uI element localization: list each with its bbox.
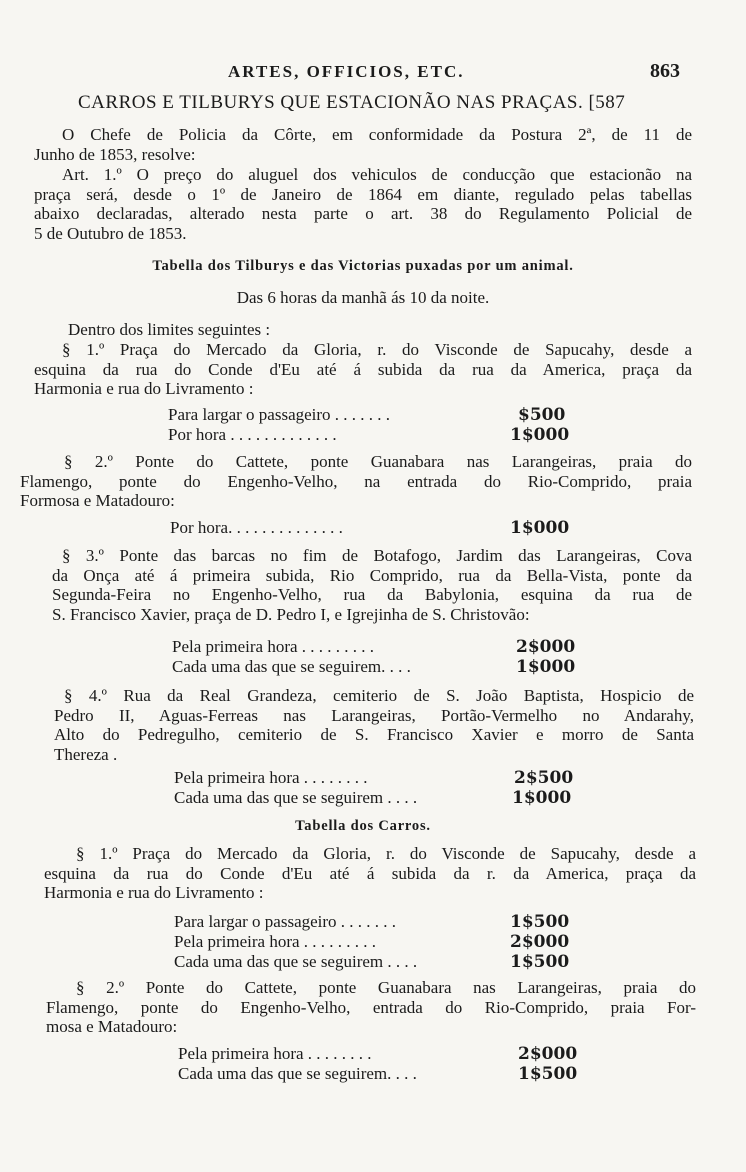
tilburys-s1-line-1: § 1.º Praça do Mercado da Gloria, r. do Visconde de Sapucahy, desde a [62,340,692,359]
tilburys-s3-line-1: § 3.º Ponte das barcas no fim de Botafogo, Jardim das Larangeiras, Cova [62,546,692,565]
price-label: Por hora. . . . . . . . . . . . . . [170,518,343,537]
carros-s1-line-3: Harmonia e rua do Livramento : [44,883,264,903]
tilburys-s2-line-2: Flamengo, ponte do Engenho-Velho, na entrada do Rio-Comprido, praia [20,471,692,491]
price-value: 2$500 [514,768,574,788]
carros-s2-line-2: Flamengo, ponte do Engenho-Velho, entrada do Rio-Comprido, praia For- [46,997,696,1017]
price-label: Cada uma das que se seguirem. . . . [172,657,411,676]
article-line-3: abaixo declaradas, alterado nesta parte o art. 38 do Regulamento Policial de [34,204,692,224]
price-label: Cada uma das que se seguirem . . . . [174,952,418,971]
price-value: 1$000 [510,518,570,538]
tilburys-s2-text [20,452,692,511]
price-label: Por hora . . . . . . . . . . . . . [168,425,337,444]
intro-paragraph [34,125,692,164]
price-label: Para largar o passageiro . . . . . . . [174,912,397,931]
article-line-1: Art. 1.º O preço do aluguel dos vehiculos de conducção que estacionão na [62,165,692,184]
tilburys-hours: Das 6 horas da manhã ás 10 da noite. [236,288,490,307]
carros-s1-text [44,844,696,903]
article-line-4: 5 de Outubro de 1853. [34,223,187,243]
tilburys-s3-line-4: S. Francisco Xavier, praça de D. Pedro I, e Igrejinha de S. Christovão: [52,604,530,624]
page-number: 863 [650,60,680,82]
tilburys-s4-line-4: Thereza . [54,744,118,764]
tilburys-s3-line-2: da Onça até á primeira subida, Rio Comprido, rua da Bella-Vista, ponte da [52,565,692,585]
carros-s2-line-1: § 2.º Ponte do Cattete, ponte Guanabara nas Larangeiras, praia do [76,978,696,997]
price-label: Cada uma das que se seguirem . . . . [174,788,418,807]
carros-s2-text [46,978,696,1037]
tilburys-s4-line-2: Pedro II, Aguas-Ferreas nas Larangeiras, Portão-Vermelho no Andarahy, [54,705,694,725]
page-header [0,62,746,88]
price-label: Pela primeira hora . . . . . . . . . [172,637,375,656]
tilburys-s1-line-3: Harmonia e rua do Livramento : [34,379,254,399]
tilburys-s4-text [54,686,694,764]
price-label: Pela primeira hora . . . . . . . . . [174,932,377,951]
limits-intro: Dentro dos limites seguintes : [68,320,271,339]
tilburys-heading: Tabella dos Tilburys e das Victorias puxadas por um animal. [152,258,574,274]
price-value: 1$500 [518,1064,578,1084]
tilburys-s4-line-3: Alto do Pedregulho, cemiterio de S. Francisco Xavier e morro de Santa [54,725,694,745]
tilburys-s1-line-2: esquina da rua do Conde d'Eu até á subida da rua da America, praça da [34,359,692,379]
tilburys-s3-text [52,546,692,624]
price-label: Pela primeira hora . . . . . . . . [174,768,368,787]
carros-s1-line-1: § 1.º Praça do Mercado da Gloria, r. do Visconde de Sapucahy, desde a [76,844,696,863]
section-title: CARROS E TILBURYS QUE ESTACIONÃO NAS PRAÇAS. [587 [78,92,626,113]
price-value: $500 [518,405,566,425]
price-value: 1$500 [510,952,570,972]
intro-line-1: O Chefe de Policia da Côrte, em conformidade da Postura 2ª, de 11 de [62,125,692,144]
tilburys-s2-line-1: § 2.º Ponte do Cattete, ponte Guanabara nas Larangeiras, praia do [64,452,692,471]
article-line-2: praça será, desde o 1º de Janeiro de 1864 em diante, regulado pelas tabellas [34,184,692,204]
tilburys-s1-text [34,340,692,399]
carros-s2-line-3: mosa e Matadouro: [46,1017,178,1037]
price-label: Cada uma das que se seguirem. . . . [178,1064,417,1083]
price-label: Para largar o passageiro . . . . . . . [168,405,391,424]
price-value: 2$000 [516,637,576,657]
tilburys-s4-line-1: § 4.º Rua da Real Grandeza, cemiterio de S. João Baptista, Hospicio de [64,686,694,705]
price-value: 2$000 [510,932,570,952]
tilburys-s3-line-3: Segunda-Feira no Engenho-Velho, rua da Babylonia, esquina da rua de [52,585,692,605]
carros-heading: Tabella dos Carros. [295,818,431,834]
price-label: Pela primeira hora . . . . . . . . [178,1044,372,1063]
intro-line-2: Junho de 1853, resolve: [34,144,196,164]
article-paragraph [34,165,692,243]
price-value: 2$000 [518,1044,578,1064]
running-title: ARTES, OFFICIOS, ETC. [228,62,465,81]
tilburys-s2-line-3: Formosa e Matadouro: [20,491,175,511]
price-value: 1$500 [510,912,570,932]
price-value: 1$000 [510,425,570,445]
price-value: 1$000 [512,788,572,808]
price-value: 1$000 [516,657,576,677]
carros-s1-line-2: esquina da rua do Conde d'Eu até á subida da r. da America, praça da [44,863,696,883]
